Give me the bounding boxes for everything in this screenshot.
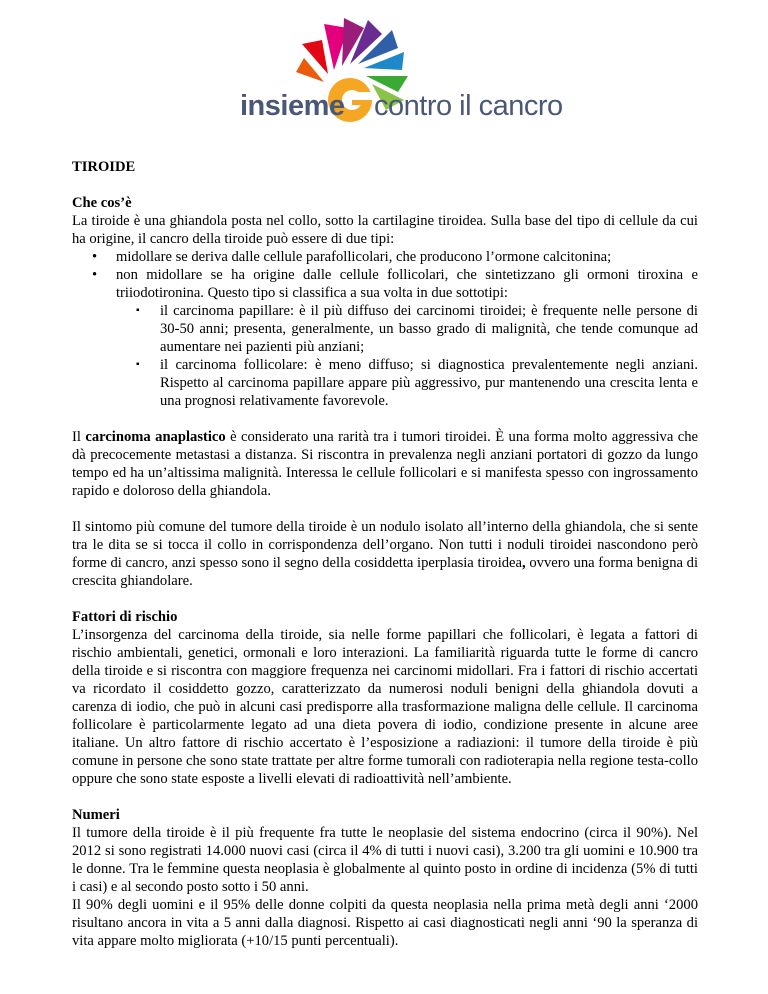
- section-heading-fattori-di-rischio: Fattori di rischio: [72, 609, 178, 625]
- list-item: • non midollare se ha origine dalle cellule follicolari, che sintetizzano gli ormoni tiroxina e triiodotironina. Questo tipo si classifica a sua volta in due sottotipi: ▪ il carcinoma papillare: è il più diffuso dei carcinomi tiroidei; è frequente nelle persone di 30-50 anni; presenta, generalmente, un basso grado di malignità, che tende comunque ad aumentare nei pazienti più anziani; ▪ il carcinoma follicolare: è meno diffuso; si diagnostica prevalentemente negli anziani. Rispetto al carcinoma papillare appare più aggressivo, pur mantenendo una crescita lenta e una prognosi relativamente favorevole.: [72, 266, 698, 410]
- list-item: • midollare se deriva dalle cellule parafollicolari, che producono l’ormone calcitonina;: [72, 248, 698, 266]
- paragraph-numeri-1: Il tumore della tiroide è il più frequente fra tutte le neoplasie del sistema endocrino (circa il 90%). Nel 2012 si sono registrati 14.000 nuovi casi (circa il 4% di tutti i nuovi casi), 3.200 tra gli uomini e 10.900 tra le donne. Tra le femmine questa neoplasia è globalmente al quinto posto in ordine di incidenza (5% di tutti i casi) e al secondo posto sotto i 50 anni.: [72, 825, 698, 895]
- paragraph-intro: La tiroide è una ghiandola posta nel collo, sotto la cartilagine tiroidea. Sulla base del tipo di cellule da cui ha origine, il cancro della tiroide può essere di due tipi:: [72, 213, 698, 247]
- document-body: [72, 158, 698, 950]
- list-item: ▪ il carcinoma papillare: è il più diffuso dei carcinomi tiroidei; è frequente nelle persone di 30-50 anni; presenta, generalmente, un basso grado di malignità, che tende comunque ad aumentare nei pazienti più anziani;: [116, 302, 698, 356]
- paragraph-fattori: L’insorgenza del carcinoma della tiroide, sia nelle forme papillari che follicolari, è legata a fattori di rischio ambientali, genetici, ormonali e loro interazioni. La familiarità riguarda tutte le forme di cancro della tiroide e si riscontra con maggiore frequenza nei carcinomi midollari. Fra i fattori di rischio accertati va ricordato il cosiddetto gozzo, caratterizzato da numerosi noduli benigni della ghiandola dovuti a carenza di iodio, che può in alcuni casi predisporre alla trasformazione maligna delle cellule. Il carcinoma follicolare è particolarmente legato ad una dieta povera di iodio, condizione presente in alcune aree italiane. Un altro fattore di rischio accertato è l’esposizione a radiazioni: il tumore della tiroide è più comune in persone che sono state trattate per altre forme tumorali con radioterapia nella regione testa-collo oppure che sono state esposte a livelli elevati di radioattività nell’ambiente.: [72, 627, 698, 787]
- sub-bullet-list: [116, 302, 698, 410]
- document-title: TIROIDE: [72, 159, 136, 175]
- logo: [226, 14, 566, 134]
- paragraph-numeri-2: Il 90% degli uomini e il 95% delle donne colpiti da questa neoplasia nella prima metà degli anni ‘2000 risultano ancora in vita a 5 anni dalla diagnosi. Rispetto ai casi diagnosticati negli anni ‘90 la speranza di vita appare molto migliorata (+10/15 punti percentuali).: [72, 897, 698, 949]
- logo-word-contro-il-cancro: contro il cancro: [374, 90, 563, 122]
- list-item: ▪ il carcinoma follicolare: è meno diffuso; si diagnostica prevalentemente negli anziani. Rispetto al carcinoma papillare appare più aggressivo, pur mantenendo una crescita lenta e una prognosi relativamente favorevole.: [116, 356, 698, 410]
- section-heading-numeri: Numeri: [72, 807, 120, 823]
- paragraph-anaplastico: Il carcinoma anaplastico è considerato una rarità tra i tumori tiroidei. È una forma molto aggressiva che dà precocemente metastasi a distanza. Si riscontra in prevalenza negli anziani portatori di gozzo da lungo tempo ed ha un’altissima malignità. Interessa le cellule follicolari e si manifesta spesso con ingrossamento rapido e doloroso della ghiandola.: [72, 429, 698, 499]
- paragraph-sintomo: Il sintomo più comune del tumore della tiroide è un nodulo isolato all’interno della ghiandola, che si sente tra le dita se si tocca il collo in corrispondenza dell’organo. Non tutti i noduli tiroidei nascondono però forme di cancro, anzi spesso sono il segno della cosiddetta iperplasia tiroidea, ovvero una forma benigna di crescita ghiandolare.: [72, 519, 699, 589]
- bullet-list-types: [72, 248, 698, 410]
- section-heading-che-cose: Che cos’è: [72, 195, 132, 211]
- logo-word-insieme: insieme: [240, 90, 345, 122]
